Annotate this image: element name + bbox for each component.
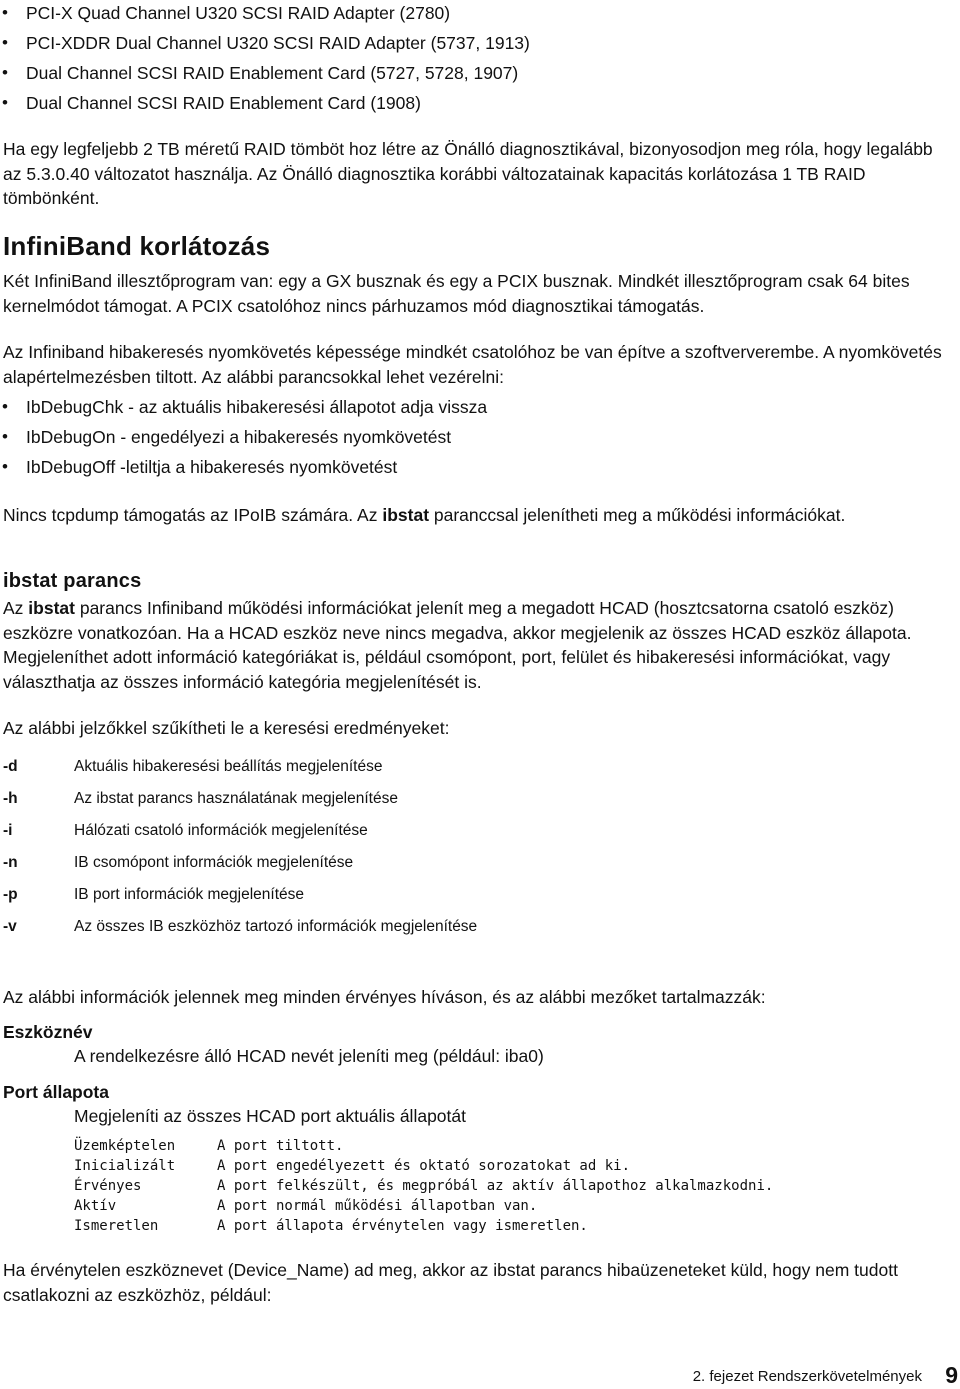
flag-name: -n xyxy=(3,854,18,871)
page-number: 9 xyxy=(945,1362,958,1388)
flag-row xyxy=(3,821,903,853)
device-name-definition: A rendelkezésre álló HCAD nevét jeleníti meg (például: iba0) xyxy=(74,1046,544,1066)
port-state-description: A port normál működési állapotban van. xyxy=(217,1198,538,1214)
list-item: • IbDebugChk - az aktuális hibakeresési állapotot adja vissza xyxy=(2,397,488,417)
flag-description: Aktuális hibakeresési beállítás megjelenítése xyxy=(74,758,383,775)
adapter-list xyxy=(0,3,950,123)
list-item: • IbDebugOff -letiltja a hibakeresés nyomkövetést xyxy=(2,457,398,477)
chapter-title: 2. fejezet Rendszerkövetelmények xyxy=(692,1368,922,1385)
flag-description: IB port információk megjelenítése xyxy=(74,886,305,903)
list-item: • Dual Channel SCSI RAID Enablement Card (5727, 5728, 1907) xyxy=(2,63,519,83)
tcpdump-paragraph: Nincs tcpdump támogatás az IPoIB számára. Az ibstat paranccsal jelenítheti meg a működési információkat. xyxy=(3,505,846,525)
flag-row xyxy=(3,789,903,821)
port-state-definition: Megjeleníti az összes HCAD port aktuális állapotát xyxy=(74,1106,466,1126)
list-item: • PCI-XDDR Dual Channel U320 SCSI RAID Adapter (5737, 1913) xyxy=(2,33,530,53)
flag-row xyxy=(3,917,903,949)
flag-description: IB csomópont információk megjelenítése xyxy=(74,854,354,871)
port-state-description: A port tiltott. xyxy=(217,1138,344,1154)
flag-name: -p xyxy=(3,886,18,903)
port-state-name: Aktív xyxy=(74,1198,117,1214)
bullet-icon: • xyxy=(2,427,8,446)
ibstat-intro-paragraph: Az ibstat parancs Infiniband működési információkat jelenít meg a megadott HCAD (hosztcsatorna csatoló eszköz) eszközre vonatkozóan. Ha a HCAD eszköz neve nincs megadva, akkor megjelenik az összes HCAD eszköz állapota. Megjeleníthet adott információ kategóriákat is, például csomópont, port, felület és hibakeresési információkat, vagy választhatja az összes információ kategória megjelenítését is. xyxy=(3,598,912,692)
flag-name: -d xyxy=(3,758,18,775)
port-state-name: Érvényes xyxy=(74,1178,142,1194)
bullet-icon: • xyxy=(2,457,8,476)
infiniband-drivers-paragraph: Két InfiniBand illesztőprogram van: egy a GX busznak és egy a PCIX busznak. Mindkét illesztőprogram csak 64 bites kernelmódot támogat. A PCIX csatolóhoz nincs párhuzamos mód diagnosztikai támogatás. xyxy=(3,271,910,316)
port-state-description: A port állapota érvénytelen vagy ismeretlen. xyxy=(217,1218,588,1234)
infiniband-trace-paragraph: Az Infiniband hibakeresés nyomkövetés képessége mindkét csatolóhoz be van építve a szoftververembe. A nyomkövetés alapértelmezésben tiltott. Az alábbi parancsokkal lehet vezérelni: xyxy=(3,342,942,387)
flag-description: Hálózati csatoló információk megjelenítése xyxy=(74,822,368,839)
flag-name: -h xyxy=(3,790,18,807)
flag-name: -i xyxy=(3,822,13,839)
ibstat-heading: ibstat parancs xyxy=(3,570,142,592)
bullet-icon: • xyxy=(2,397,8,416)
bullet-icon: • xyxy=(2,33,8,52)
port-state-name: Inicializált xyxy=(74,1158,176,1174)
port-state-description: A port felkészült, és megpróbál az aktív állapothoz alkalmazkodni. xyxy=(217,1178,774,1194)
bullet-icon: • xyxy=(2,63,8,82)
infiniband-heading: InfiniBand korlátozás xyxy=(3,231,271,261)
list-item: • IbDebugOn - engedélyezi a hibakeresés nyomkövetést xyxy=(2,427,452,447)
raid-paragraph: Ha egy legfeljebb 2 TB méretű RAID tömböt hoz létre az Önálló diagnosztikával, bizonyosodjon meg róla, hogy legalább az 5.3.0.40 változatot használja. Az Önálló diagnosztika korábbi változatainak kapacitás korlátozása 1 TB RAID tömbönként. xyxy=(3,139,933,208)
flags-intro: Az alábbi jelzőkkel szűkítheti le a keresési eredményeket: xyxy=(3,718,450,738)
bullet-icon: • xyxy=(2,93,8,112)
flag-description: Az összes IB eszközhöz tartozó információk megjelenítése xyxy=(74,918,478,935)
list-item: • Dual Channel SCSI RAID Enablement Card (1908) xyxy=(2,93,421,113)
page-footer xyxy=(0,1362,960,1388)
fields-intro: Az alábbi információk jelennek meg minden érvényes híváson, és az alábbi mezőket tartalmazzák: xyxy=(3,987,766,1007)
bullet-icon: • xyxy=(2,3,8,22)
invalid-device-paragraph: Ha érvénytelen eszköznevet (Device_Name) ad meg, akkor az ibstat parancs hibaüzeneteket küld, hogy nem tudott csatlakozni az eszközhöz, például: xyxy=(3,1260,898,1305)
trace-command-list xyxy=(0,397,950,487)
flag-name: -v xyxy=(3,918,17,935)
port-state-name: Ismeretlen xyxy=(74,1218,159,1234)
flag-description: Az ibstat parancs használatának megjelenítése xyxy=(74,790,398,807)
flag-row xyxy=(3,757,903,789)
device-name-term: Eszköznév xyxy=(3,1022,93,1042)
flag-row xyxy=(3,853,903,885)
port-state-description: A port engedélyezett és oktató sorozatokat ad ki. xyxy=(217,1158,631,1174)
port-state-term: Port állapota xyxy=(3,1082,109,1102)
list-item: • PCI-X Quad Channel U320 SCSI RAID Adapter (2780) xyxy=(2,3,451,23)
flag-list xyxy=(3,757,903,949)
port-state-name: Üzemképtelen xyxy=(74,1138,176,1154)
flag-row xyxy=(3,885,903,917)
